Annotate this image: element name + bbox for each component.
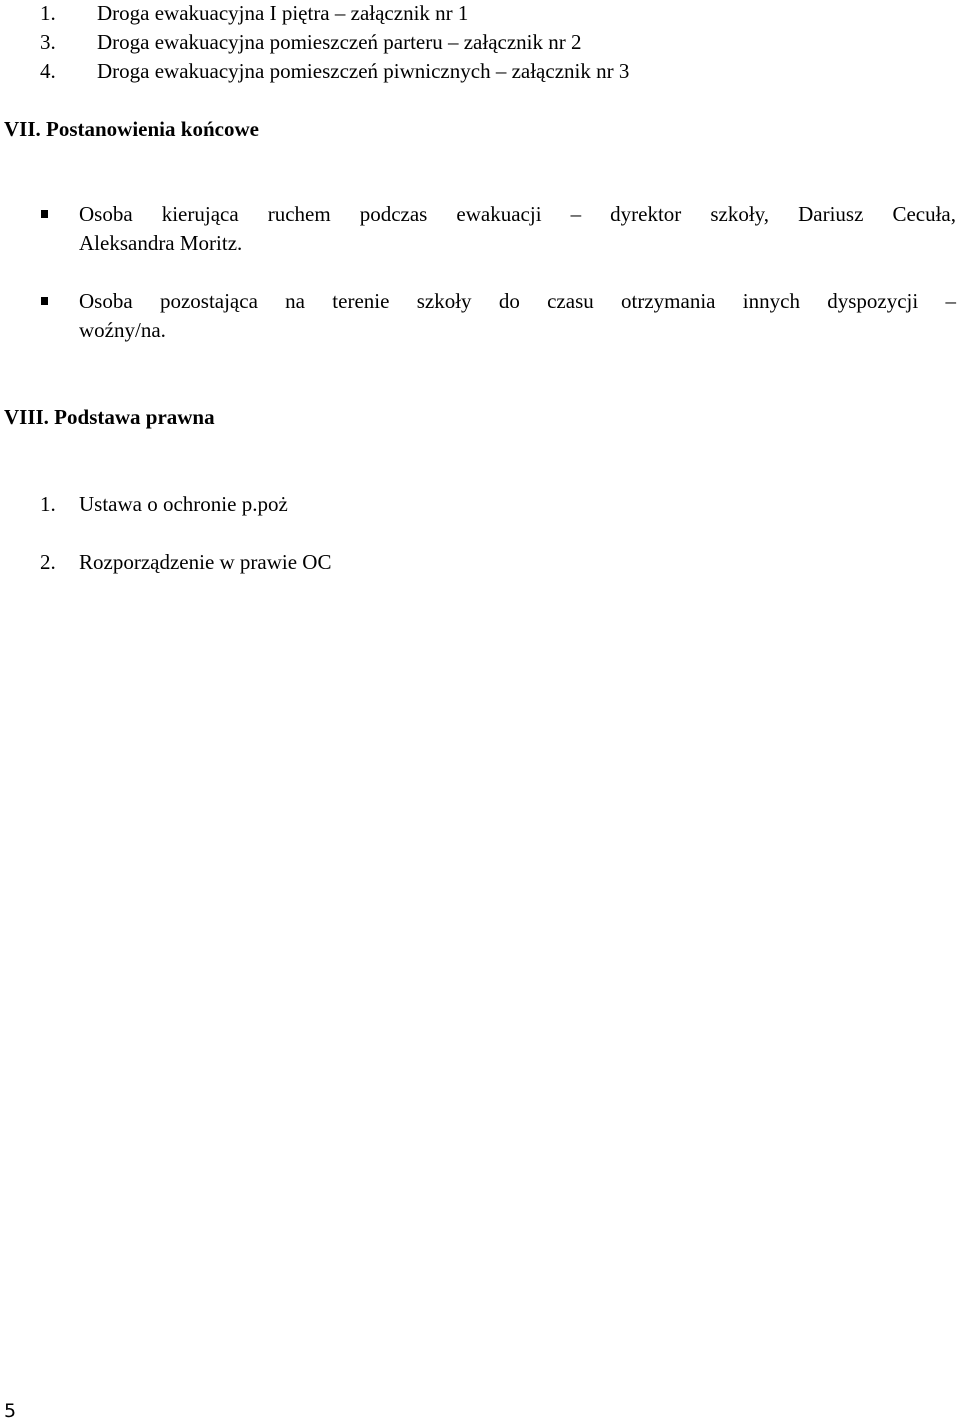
list-number: 2. bbox=[40, 550, 56, 574]
bullet-text-line: Osoba kierująca ruchem podczas ewakuacji – dyrektor szkoły, Dariusz Cecuła, bbox=[79, 202, 956, 226]
list-number: 1. bbox=[40, 1, 56, 25]
annex-item-1: Droga ewakuacyjna I piętra – załącznik nr 1 bbox=[97, 1, 469, 25]
legal-basis-item-2: Rozporządzenie w prawie OC bbox=[79, 550, 332, 574]
legal-basis-item-1: Ustawa o ochronie p.poż bbox=[79, 492, 288, 516]
section-heading-viii: VIII. Podstawa prawna bbox=[4, 405, 215, 429]
page-number: 5 bbox=[4, 1400, 17, 1422]
bullet-square-icon bbox=[41, 297, 48, 305]
list-number: 4. bbox=[40, 59, 56, 83]
bullet-text-line: Osoba pozostająca na terenie szkoły do czasu otrzymania innych dyspozycji – bbox=[79, 289, 956, 313]
list-number: 3. bbox=[40, 30, 56, 54]
annex-item-2: Droga ewakuacyjna pomieszczeń parteru – załącznik nr 2 bbox=[97, 30, 582, 54]
bullet-square-icon bbox=[41, 210, 48, 218]
annex-item-3: Droga ewakuacyjna pomieszczeń piwnicznych – załącznik nr 3 bbox=[97, 59, 630, 83]
bullet-text-line: Aleksandra Moritz. bbox=[79, 231, 243, 255]
bullet-text-line: woźny/na. bbox=[79, 318, 166, 342]
list-number: 1. bbox=[40, 492, 56, 516]
section-heading-vii: VII. Postanowienia końcowe bbox=[4, 117, 259, 141]
